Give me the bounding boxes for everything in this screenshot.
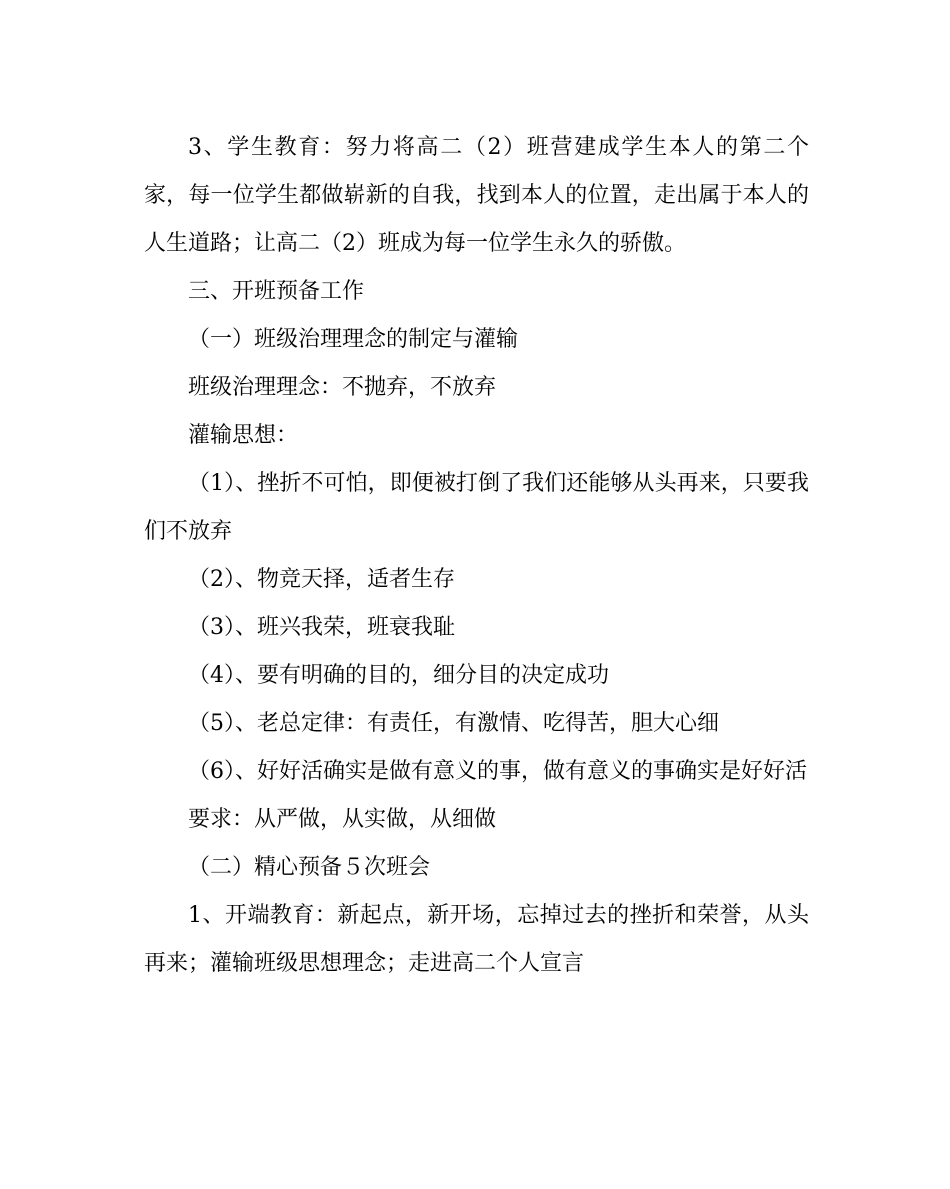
paragraph-opening-education: 1、开端教育：新起点，新开场，忘掉过去的挫折和荣誉，从头再来；灌输班级思想理念；走进高二个人宣言	[144, 903, 809, 976]
document-body	[144, 124, 809, 988]
paragraph-management-philosophy: 班级治理理念：不抛弃，不放弃	[188, 375, 497, 400]
list-item-3: （3）、班兴我荣，班衰我耻	[188, 615, 455, 640]
list-item-1: （1）、挫折不可怕，即便被打倒了我们还能够从头再来，只要我们不放弃	[144, 471, 809, 544]
paragraph-instill-thoughts: 灌输思想：	[188, 423, 299, 448]
list-item-5: （5）、老总定律：有责任，有激情、吃得苦，胆大心细	[188, 711, 719, 736]
paragraph-requirements: 要求：从严做，从实做，从细做	[188, 807, 497, 832]
list-item-4: （4）、要有明确的目的，细分目的决定成功	[188, 663, 609, 688]
subheading-management-philosophy: （一）班级治理理念的制定与灌输	[188, 327, 519, 352]
heading-section-three: 三、开班预备工作	[188, 279, 365, 304]
paragraph-student-education: 3、学生教育：努力将高二（2）班营建成学生本人的第二个家，每一位学生都做崭新的自我，找到本人的位置，走出属于本人的人生道路；让高二（2）班成为每一位学生永久的骄傲。	[144, 135, 809, 256]
list-item-2: （2）、物竞天择，适者生存	[188, 567, 455, 592]
subheading-class-meetings: （二）精心预备５次班会	[188, 855, 431, 880]
list-item-6: （6）、好好活确实是做有意义的事，做有意义的事确实是好好活	[188, 759, 807, 784]
